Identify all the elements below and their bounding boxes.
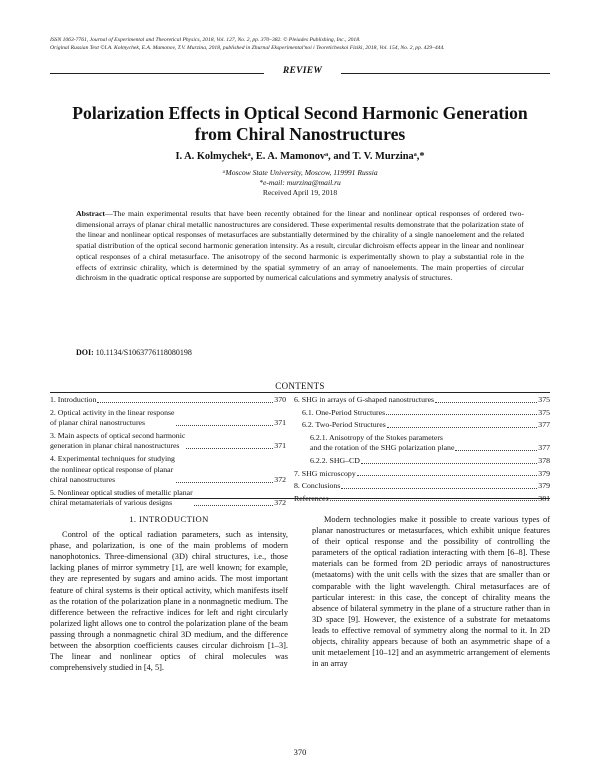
toc-entry[interactable]: 6.2. Two-Period Structures 377 — [302, 420, 550, 430]
toc-entry[interactable]: 7. SHG microscopy 379 — [294, 468, 550, 478]
contents-rule-top — [50, 392, 550, 393]
section-heading-introduction: 1. INTRODUCTION — [129, 514, 209, 524]
toc-entry[interactable]: 6.1. One-Period Structures 375 — [302, 407, 550, 417]
toc-entry[interactable]: 2. Optical activity in the linear response of planar chiral nanostructures 371 — [50, 407, 286, 428]
toc-entry[interactable]: 5. Nonlinear optical studies of metallic planar chiral metamaterials of various designs 372 — [50, 487, 286, 508]
body-column-left — [50, 514, 288, 673]
toc-entry[interactable]: 3. Main aspects of optical second harmonic generation in planar chiral nanostructures 371 — [50, 430, 286, 451]
toc-column-left — [50, 395, 286, 509]
journal-header-line1: ISSN 1063-7761, Journal of Experimental and Theoretical Physics, 2018, Vol. 127, No. 2, pp. 370–382. © Pleiades Publishing, Inc., 2018. — [50, 37, 361, 43]
toc-entry[interactable]: 4. Experimental techniques for studying the nonlinear optical response of planar chiral nanostructures 372 — [50, 453, 286, 485]
abstract-label: Abstract — [76, 209, 106, 218]
contents-heading: CONTENTS — [275, 381, 325, 391]
section-rule-left — [50, 73, 264, 74]
doi-label: DOI: — [76, 348, 94, 357]
email: *e-mail: murzina@mail.ru — [259, 178, 341, 187]
section-label: REVIEW — [282, 66, 323, 76]
body-paragraph: Modern technologies make it possible to create various types of planar nanostructures or metasurfaces, which exhibit unique features of their optical response and the possibility of controlling the parameters of the optical radiation interacting with them [6–8]. These materials can be formed from 2D periodic arrays of nanostructures (metaatoms) with the unit cells with the sizes that are smaller than or comparable with the light wavelength. Chiral metasurfaces are of particular interest: in this case, the concept of chirality means the absence of bilateral symmetry in the plane of a structure rather than in 3D space [9]. However, the existence of a substrate for metaatoms leads to effective removal of symmetry along the normal to it. In 2D objects, chirality appears because of both an asymmetric shape of a unit metaelement [10–12] and an asymmetric arrangement of elements in an array — [312, 515, 550, 669]
contents-rule-bottom — [50, 498, 550, 499]
abstract-text: —The main experimental results that have been recently obtained for the linear and nonlinear optical responses of ordered two-dimensional arrays of planar chiral metallic nanostructures are considered. These experimental results demonstrate that the polarization state of the linear and nonlinear optical responses of metasurfaces are substantially determined by the chirality of a single nanoelement and the related spatial distribution of the optical second harmonic generation intensity. As a result, circular dichroism effects appear in the linear and nonlinear optical responses of a chiral metasurface. The anisotropy of the second harmonic is experimentally shown to play a substantial role in the effects of extrinsic chirality, which is determined by the spatial symmetry of an array of nanoelements. The main properties of circular dichroism in the quadratic optical response are supported by numerical calculations and symmetry analysis of structures. — [76, 209, 524, 283]
journal-header-line2: Original Russian Text ©I.A. Kolmychek, E.A. Mamonov, T.V. Murzina, 2018, published in Zhurnal Eksperimental'noi i Teoreticheskoi Fiziki, 2018, Vol. 154, No. 2, pp. 429–444. — [50, 45, 445, 51]
received-date: Received April 19, 2018 — [262, 188, 338, 197]
toc-entry[interactable]: 6.2.2. SHG–CD 378 — [310, 455, 550, 465]
affiliation-block — [60, 168, 540, 188]
journal-header — [50, 36, 550, 52]
paper-title: Polarization Effects in Optical Second Harmonic Generation from Chiral Nanostructures — [72, 103, 528, 144]
toc-entry[interactable]: 1. Introduction 370 — [50, 395, 286, 404]
toc-entry[interactable]: References 381 — [294, 493, 550, 503]
abstract — [76, 209, 524, 284]
page-number: 370 — [293, 747, 307, 757]
toc-entry[interactable]: 8. Conclusions 379 — [294, 481, 550, 491]
authors: I. A. Kolmychekᵃ, E. A. Mamonovᵃ, and T. V. Murzinaᵃ,* — [175, 151, 425, 162]
affiliation: ᵃMoscow State University, Moscow, 119991 Russia — [222, 168, 378, 177]
toc-column-right — [294, 395, 550, 504]
section-rule-right — [341, 73, 550, 74]
body-paragraph: Control of the optical radiation parameters, such as intensity, phase, and polarization, is one of the main problems of modern nanophotonics. Three-dimensional (3D) chiral structures, i.e., those lacking planes of mirror symmetry [1], are well known; for example, they are represented by sugars and amino acids. The most important feature of chiral systems is their optical activity, which manifests itself as the rotation of the polarization plane in a nonmagnetic medium. The difference between the refractive indices for left and right circularly polarized light allows one to control the polarization plane of the beam passing through a nonmagnetic chiral 3D medium, and the difference between the absorption coefficients causes circular dichroism [1–3]. The linear and nonlinear optics of chiral molecules was comprehensively studied in [4, 5]. — [50, 530, 288, 673]
doi — [76, 348, 192, 357]
body-column-right — [312, 514, 550, 669]
toc-entry[interactable]: 6. SHG in arrays of G-shaped nanostructures 375 — [294, 395, 550, 404]
toc-entry[interactable]: 6.2.1. Anisotropy of the Stokes parameters and the rotation of the SHG polarization plane 377 — [310, 432, 550, 453]
doi-value[interactable]: 10.1134/S1063776118080198 — [95, 348, 192, 357]
